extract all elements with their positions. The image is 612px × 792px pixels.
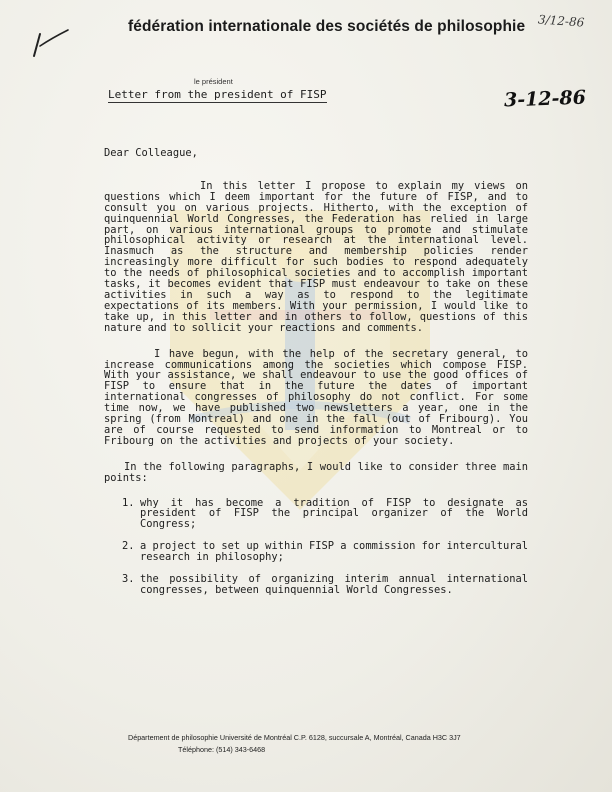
list-item-number: 1. [122, 496, 135, 509]
paragraph-3: In the following paragraphs, I would like to consider three main points: [104, 460, 528, 484]
list-item [122, 498, 528, 531]
list-item-text: the possibility of organizing interim annual international congresses, between quinquennial World Congresses. [140, 573, 528, 596]
president-label: le président [194, 77, 233, 86]
list-item-number: 3. [122, 573, 135, 586]
list-item-number: 2. [122, 540, 135, 553]
footer-phone: Téléphone: (514) 343-6468 [178, 745, 266, 754]
list-item [122, 541, 528, 563]
list-item [122, 574, 528, 596]
letter-subject: Letter from the president of FISP [108, 88, 327, 101]
paragraph-2: I have begun, with the help of the secretary general, to increase communications among the societies which compose FISP. With your assistance, we shall endeavour to use the good offices of FISP to ensure that in the future the dates of important international congresses of philosophy do not conflict. For some time now, we have published two newsletters a year, one in the spring (from Montreal) and one in the fall (out of Fribourg). You are of course requested to send information to Montreal or to Fribourg on the activities and projects of your society. [104, 347, 528, 447]
handwritten-date-large: 3-12-86 [503, 86, 587, 112]
letterhead-title: fédération internationale des sociétés de philosophie [128, 18, 526, 35]
paragraph-1: In this letter I propose to explain my views on questions which I deem important for the future of FISP, and to consult you on various projects. Hitherto, with the exception of quinquennial World Congresses, the Federation has relied in large part, on various international groups to promote and stimulate philosophical activity or research at the international level. Inasmuch as the structure and membership policies render increasingly more difficult for such bodies to respond adequately to the needs of philosophical societies and to accomplish important tasks, it becomes evident that FISP must endeavour to take on these activities in such a way as to respond to the legitimate expectations of its members. With your permission, I would like to take up, in this letter and in others to follow, questions of this nature and to sollicit your reactions and comments. [104, 179, 528, 334]
handwritten-date-small: 3/12-86 [537, 12, 585, 30]
list-item-text: a project to set up within FISP a commission for intercultural research in philosophy; [140, 540, 528, 564]
footer-address: Département de philosophie Université de Montréal C.P. 6128, succursale A, Montréal, Canada H3C 3J7 [128, 733, 461, 742]
main-points-list [104, 498, 528, 596]
list-item-text: why it has become a tradition of FISP to designate as president of FISP the principal organizer of the World Congress; [140, 496, 528, 531]
letter-body [104, 148, 528, 607]
salutation: Dear Colleague, [104, 147, 198, 159]
handwritten-checkmark-icon [28, 24, 74, 64]
letter-footer [128, 733, 548, 754]
